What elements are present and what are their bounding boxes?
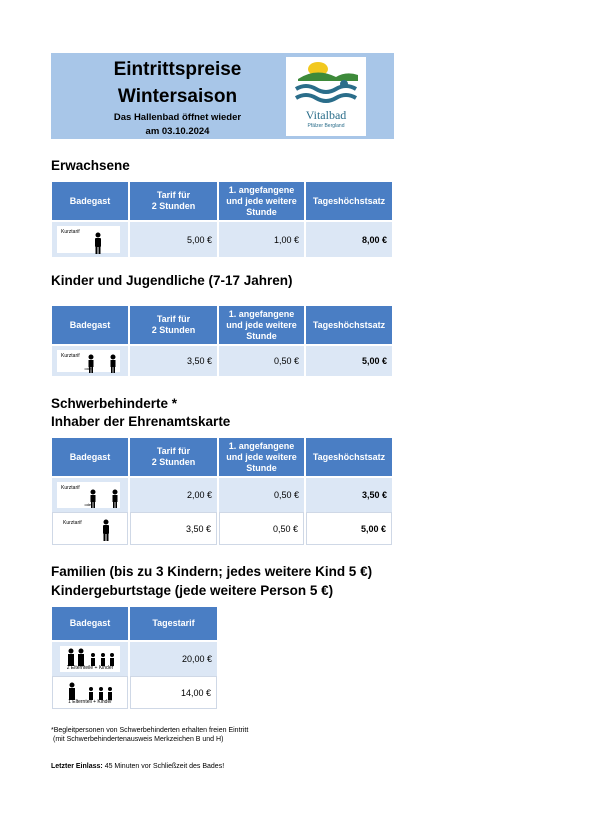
col-guest: Badegast (52, 607, 128, 642)
guest-adult: Kurztarif (52, 222, 128, 257)
col-day: Tagestarif (130, 607, 217, 642)
reopen-note: Das Hallenbad öffnet wieder (113, 112, 242, 123)
col-max: Tageshöchstsatz (306, 438, 392, 478)
kids-extra: 0,50 € (219, 346, 304, 376)
col-guest: Badegast (52, 306, 128, 346)
logo-name: Vitalbad (305, 108, 347, 122)
section-title-kids: Kinder und Jugendliche (7-17 Jahren) (51, 273, 293, 288)
family-one-parent-icon (67, 682, 115, 700)
disabled1-extra: 0,50 € (219, 478, 304, 512)
adult-person-icon (93, 232, 103, 254)
guest-kids: Kurztarif oder (52, 346, 128, 376)
guest-disabled-short: Kurztarif oder (52, 478, 128, 512)
kids-tarif: 3,50 € (130, 346, 217, 376)
col-tarif: Tarif für 2 Stunden (130, 182, 217, 222)
reopen-date: am 03.10.2024 (145, 126, 210, 137)
adult-max: 8,00 € (306, 222, 392, 257)
col-guest: Badegast (52, 438, 128, 478)
last-entry-note: Letzter Einlass: 45 Minuten vor Schließzeit des Bades! (51, 763, 225, 770)
kids-max: 5,00 € (306, 346, 392, 376)
adult-tarif: 5,00 € (130, 222, 217, 257)
adult-person-icon (101, 519, 111, 541)
family-two-parents-icon (66, 648, 116, 666)
col-max: Tageshöchstsatz (306, 306, 392, 346)
col-max: Tageshöchstsatz (306, 182, 392, 222)
vitalbad-logo (286, 57, 366, 136)
col-tarif: Tarif für 2 Stunden (130, 438, 217, 478)
col-extra: 1. angefangene und jede weitere Stunde (219, 438, 304, 478)
guest-disabled-adult: Kurztarif (52, 512, 128, 545)
disabled1-max: 3,50 € (306, 478, 392, 512)
disabled2-extra: 0,50 € (219, 512, 304, 545)
swimmer-logo-icon (286, 57, 366, 107)
section-title-adults: Erwachsene (51, 158, 130, 173)
disabled-price-table (50, 438, 394, 545)
adult-extra: 1,00 € (219, 222, 304, 257)
col-extra: 1. angefangene und jede weitere Stunde (219, 182, 304, 222)
page-subtitle-season: Wintersaison (117, 86, 238, 107)
families-price-table (50, 607, 219, 709)
family2-day: 20,00 € (130, 642, 217, 676)
section-title-disabled: Schwerbehinderte * (51, 396, 178, 411)
disabled2-max: 5,00 € (306, 512, 392, 545)
section-title-volunteer: Inhaber der Ehrenamtskarte (51, 414, 231, 429)
page-title: Eintrittspreise (113, 59, 242, 80)
guest-family-2: 2 Elternteile + Kinder (52, 642, 128, 676)
section-title-families: Familien (bis zu 3 Kindern; jedes weitere Kind 5 €) (51, 564, 373, 579)
col-tarif: Tarif für 2 Stunden (130, 306, 217, 346)
companion-note: *Begleitpersonen von Schwerbehinderten erhalten freien Eintritt (mit Schwerbehindertenausweis Merkzeichen B und H) (51, 727, 249, 743)
logo-region: Pfälzer Bergland (307, 123, 345, 129)
disabled1-tarif: 2,00 € (130, 478, 217, 512)
disabled2-tarif: 3,50 € (130, 512, 217, 545)
col-extra: 1. angefangene und jede weitere Stunde (219, 306, 304, 346)
col-guest: Badegast (52, 182, 128, 222)
guest-family-1: 1 Elternteil + Kinder (52, 676, 128, 709)
kids-price-table (50, 306, 394, 376)
family1-day: 14,00 € (130, 676, 217, 709)
section-title-birthdays: Kindergeburtstage (jede weitere Person 5 €) (51, 583, 334, 598)
adults-price-table (50, 182, 394, 257)
